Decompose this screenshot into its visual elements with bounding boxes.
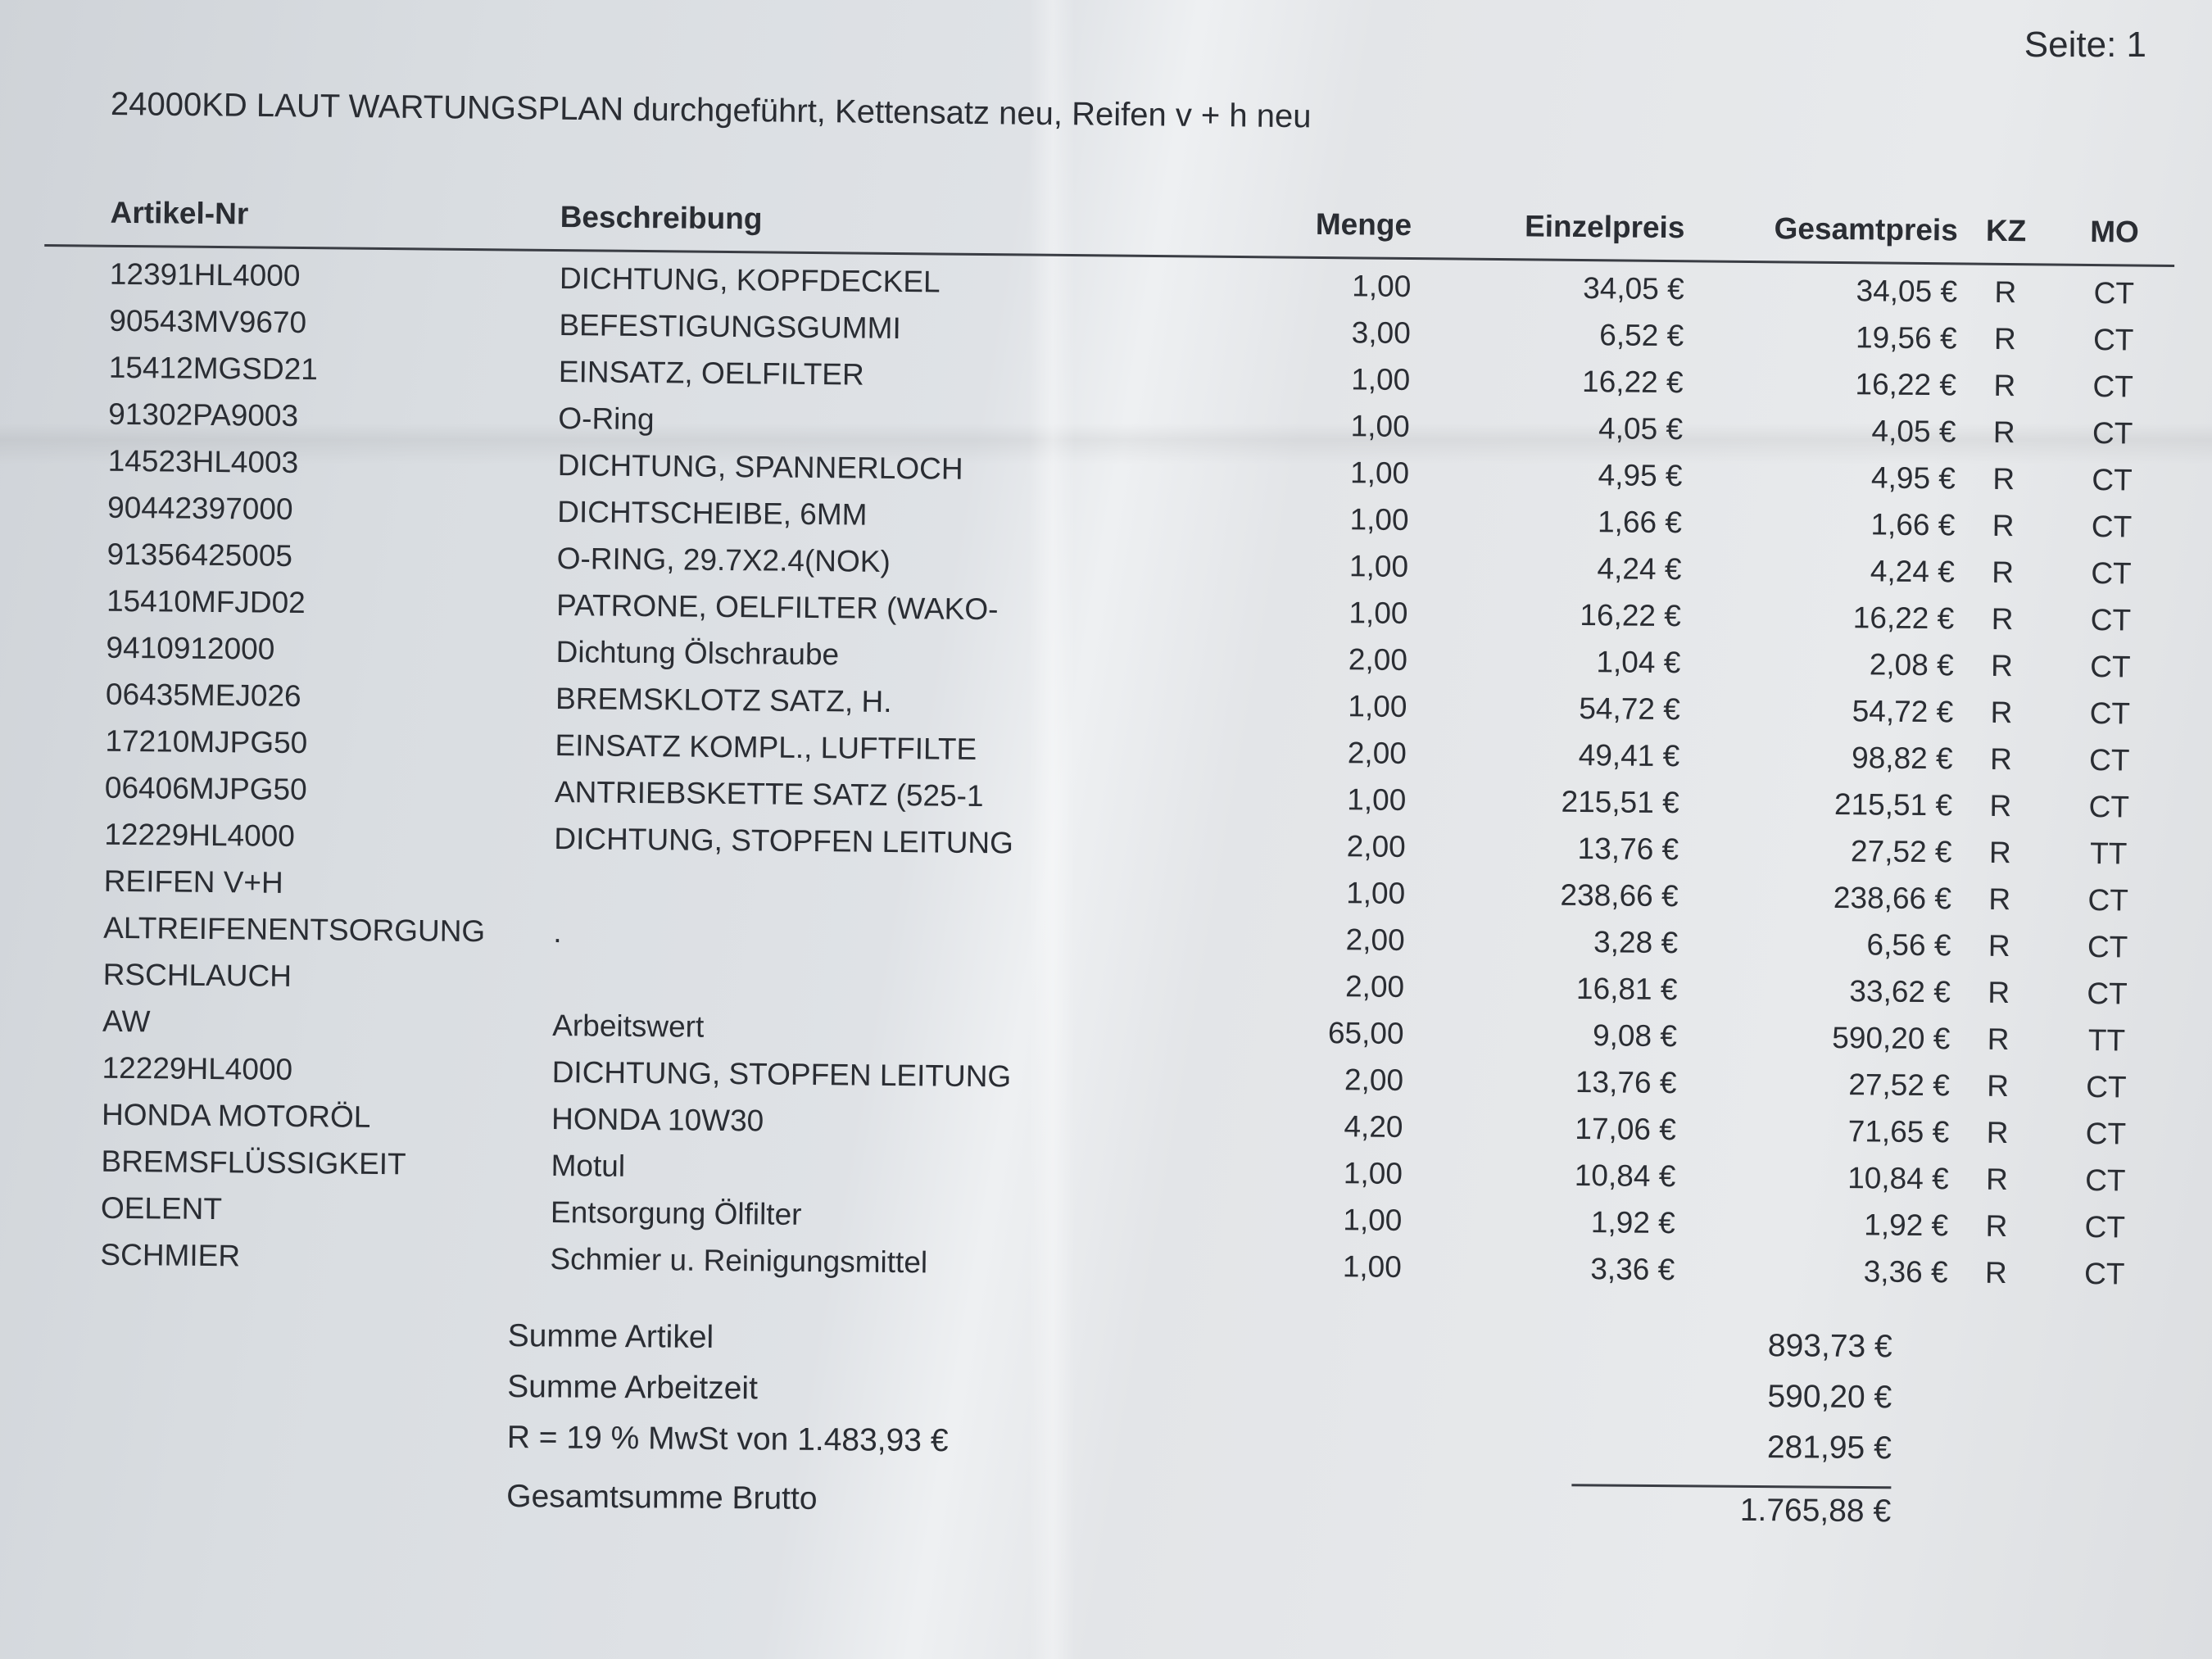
cell-description: EINSATZ, OELFILTER [558, 354, 864, 392]
cell-quantity: 1,00 [1349, 501, 1409, 537]
cell-quantity: 1,00 [1347, 782, 1407, 817]
cell-unit-price: 4,95 € [1598, 457, 1683, 492]
cell-quantity: 1,00 [1349, 455, 1410, 490]
cell-quantity: 1,00 [1348, 688, 1407, 723]
cell-kz: R [1988, 975, 2010, 1009]
cell-article-number: REIFEN V+H [103, 863, 283, 900]
cell-quantity: 2,00 [1344, 1062, 1404, 1097]
cell-kz: R [1989, 741, 2012, 776]
cell-kz: R [1994, 274, 2017, 309]
cell-total-price: 34,05 € [1856, 273, 1958, 308]
cell-kz: R [1990, 648, 2014, 682]
cell-unit-price: 3,28 € [1593, 924, 1679, 959]
cell-mo: CT [2085, 1116, 2127, 1150]
cell-kz: R [1989, 788, 2012, 823]
cell-unit-price: 34,05 € [1583, 270, 1684, 306]
cell-mo: CT [2087, 976, 2128, 1010]
cell-article-number: ALTREIFENENTSORGUNG [103, 910, 486, 948]
cell-total-price: 590,20 € [1832, 1020, 1951, 1055]
cell-unit-price: 16,81 € [1575, 971, 1678, 1006]
summary-vat-value: 281,95 € [1766, 1430, 1892, 1466]
cell-mo: CT [2087, 929, 2128, 963]
cell-quantity: 65,00 [1327, 1015, 1404, 1050]
page-number: Seite: 1 [2024, 25, 2146, 65]
cell-mo: CT [2083, 1256, 2125, 1290]
cell-description [553, 978, 1195, 985]
cell-total-price: 16,22 € [1855, 366, 1957, 401]
cell-description: ANTRIEBSKETTE SATZ (525-1 [554, 774, 984, 813]
cell-kz: R [1992, 415, 2015, 449]
cell-description: Dichtung Ölschraube [555, 634, 840, 671]
cell-quantity: 4,20 [1344, 1108, 1403, 1144]
line-items-table [34, 180, 2175, 1298]
cell-unit-price: 17,06 € [1575, 1111, 1677, 1146]
cell-total-price: 4,05 € [1871, 413, 1956, 448]
cell-mo: CT [2085, 1163, 2126, 1197]
invoice-summary [506, 1311, 1983, 1534]
cell-unit-price: 9,08 € [1592, 1018, 1678, 1053]
cell-kz: R [1993, 321, 2016, 356]
cell-description: DICHTUNG, KOPFDECKEL [559, 261, 941, 298]
summary-vat [507, 1412, 1982, 1475]
cell-description: BEFESTIGUNGSGUMMI [559, 307, 901, 345]
cell-total-price: 19,56 € [1855, 320, 1957, 355]
header-description: Beschreibung [560, 200, 763, 236]
cell-kz: R [1993, 368, 2016, 402]
cell-total-price: 16,22 € [1852, 600, 1955, 635]
header-unit-price: Einzelpreis [1524, 209, 1685, 245]
cell-quantity: 2,00 [1348, 641, 1408, 677]
invoice-heading: 24000KD LAUT WARTUNGSPLAN durchgeführt, Kettensatz neu, Reifen v + h neu [110, 86, 1312, 135]
summary-articles-value: 893,73 € [1767, 1328, 1892, 1365]
cell-kz: R [1992, 508, 2015, 542]
cell-kz: R [1987, 1068, 2010, 1103]
cell-article-number: OELENT [100, 1190, 223, 1226]
cell-unit-price: 13,76 € [1577, 831, 1679, 866]
cell-description: DICHTUNG, STOPFEN LEITUNG [551, 1054, 1012, 1093]
cell-mo: CT [2092, 415, 2133, 450]
cell-unit-price: 54,72 € [1579, 691, 1680, 726]
cell-description: Arbeitswert [552, 1008, 705, 1044]
summary-gross-value: 1.765,88 € [1571, 1484, 1891, 1530]
cell-quantity: 3,00 [1351, 315, 1411, 350]
cell-article-number: 91356425005 [107, 537, 293, 573]
cell-mo: CT [2084, 1209, 2126, 1244]
cell-mo: CT [2090, 602, 2132, 637]
cell-total-price: 71,65 € [1847, 1113, 1950, 1149]
cell-quantity: 1,00 [1349, 548, 1409, 583]
cell-unit-price: 4,05 € [1598, 410, 1684, 446]
cell-article-number: 90543MV9670 [109, 303, 307, 339]
cell-description: Schmier u. Reinigungsmittel [550, 1241, 928, 1279]
cell-description: DICHTUNG, STOPFEN LEITUNG [554, 821, 1014, 859]
cell-kz: R [1986, 1115, 2009, 1149]
header-kz: KZ [1985, 213, 2027, 248]
cell-total-price: 215,51 € [1834, 786, 1953, 822]
cell-unit-price: 10,84 € [1574, 1158, 1676, 1193]
cell-article-number: 12391HL4000 [109, 256, 301, 292]
header-mo: MO [2089, 214, 2139, 249]
cell-unit-price: 1,66 € [1597, 504, 1683, 539]
summary-gross-label: Gesamtsumme Brutto [506, 1478, 818, 1516]
cell-mo: CT [2093, 275, 2135, 310]
cell-quantity: 1,00 [1342, 1249, 1403, 1284]
cell-mo: CT [2088, 742, 2130, 777]
cell-article-number: 14523HL4003 [107, 443, 299, 479]
header-quantity: Menge [1315, 206, 1412, 243]
cell-article-number: 15410MFJD02 [106, 583, 306, 619]
cell-total-price: 4,95 € [1870, 460, 1956, 495]
cell-unit-price: 1,92 € [1590, 1204, 1675, 1240]
cell-kz: R [1992, 555, 2015, 589]
cell-total-price: 1,92 € [1864, 1207, 1949, 1242]
cell-mo: TT [2089, 836, 2128, 870]
cell-mo: CT [2091, 555, 2132, 590]
cell-description: O-Ring [558, 401, 655, 436]
cell-mo: CT [2090, 649, 2131, 683]
cell-quantity: 2,00 [1345, 922, 1405, 957]
table-body [34, 250, 2174, 1298]
summary-articles-label: Summe Artikel [507, 1317, 714, 1355]
cell-mo: CT [2092, 322, 2134, 356]
cell-total-price: 3,36 € [1863, 1253, 1948, 1289]
cell-unit-price: 3,36 € [1590, 1251, 1675, 1286]
cell-mo: CT [2088, 789, 2130, 823]
cell-kz: R [1985, 1162, 2009, 1196]
cell-kz: R [1987, 1022, 2010, 1056]
cell-unit-price: 215,51 € [1561, 784, 1679, 819]
cell-article-number: AW [102, 1004, 151, 1038]
summary-vat-label: R = 19 % MwSt von 1.483,93 € [506, 1419, 949, 1459]
cell-total-price: 4,24 € [1870, 553, 1955, 588]
summary-labour-value: 590,20 € [1767, 1379, 1892, 1416]
summary-labour-label: Summe Arbeitzeit [507, 1368, 759, 1407]
cell-quantity: 2,00 [1347, 735, 1407, 770]
cell-kz: R [1988, 882, 2011, 916]
cell-article-number: RSCHLAUCH [102, 957, 292, 993]
cell-mo: TT [2087, 1022, 2126, 1057]
cell-article-number: 12229HL4000 [104, 817, 296, 853]
cell-total-price: 27,52 € [1848, 1067, 1950, 1102]
cell-quantity: 1,00 [1343, 1155, 1403, 1190]
cell-mo: CT [2092, 462, 2133, 496]
cell-total-price: 238,66 € [1833, 880, 1952, 915]
cell-mo: CT [2086, 1069, 2127, 1104]
cell-total-price: 6,56 € [1866, 927, 1951, 962]
cell-mo: CT [2091, 509, 2133, 543]
header-article-number: Artikel-Nr [110, 195, 249, 231]
cell-article-number: 17210MJPG50 [105, 723, 308, 759]
cell-kz: R [1984, 1255, 2007, 1290]
cell-mo: CT [2092, 369, 2134, 403]
cell-total-price: 1,66 € [1870, 506, 1956, 542]
summary-gross-total [506, 1471, 1981, 1534]
cell-kz: R [1988, 835, 2011, 869]
cell-quantity: 1,00 [1350, 408, 1410, 443]
cell-description: BREMSKLOTZ SATZ, H. [555, 681, 892, 718]
cell-article-number: 91302PA9003 [108, 397, 299, 433]
cell-description: DICHTUNG, SPANNERLOCH [557, 447, 963, 486]
cell-description: HONDA 10W30 [551, 1101, 764, 1137]
cell-description: EINSATZ KOMPL., LUFTFILTE [555, 728, 977, 766]
cell-kz: R [1991, 601, 2014, 636]
cell-description: . [553, 914, 562, 949]
cell-total-price: 98,82 € [1851, 740, 1953, 775]
cell-article-number: 15412MGSD21 [108, 350, 319, 386]
cell-unit-price: 238,66 € [1560, 877, 1679, 913]
cell-article-number: 12229HL4000 [102, 1050, 293, 1086]
cell-quantity: 1,00 [1349, 595, 1408, 630]
cell-article-number: HONDA MOTORÖL [101, 1097, 371, 1134]
cell-kz: R [1992, 461, 2015, 496]
cell-total-price: 2,08 € [1869, 646, 1954, 682]
cell-kz: R [1990, 695, 2013, 729]
cell-article-number: BREMSFLÜSSIGKEIT [101, 1144, 406, 1181]
cell-kz: R [1985, 1208, 2008, 1243]
cell-article-number: 90442397000 [107, 490, 293, 526]
cell-quantity: 2,00 [1346, 828, 1406, 863]
cell-total-price: 33,62 € [1849, 973, 1951, 1009]
cell-description [554, 885, 1196, 891]
cell-article-number: 9410912000 [106, 630, 275, 666]
cell-total-price: 10,84 € [1847, 1160, 1949, 1195]
cell-unit-price: 6,52 € [1599, 317, 1684, 352]
cell-article-number: 06435MEJ026 [105, 677, 301, 713]
cell-total-price: 27,52 € [1850, 833, 1952, 868]
cell-unit-price: 49,41 € [1578, 737, 1680, 773]
cell-description: Motul [551, 1148, 626, 1183]
cell-unit-price: 13,76 € [1575, 1064, 1677, 1099]
cell-unit-price: 16,22 € [1580, 597, 1682, 632]
cell-quantity: 2,00 [1344, 968, 1405, 1004]
cell-mo: CT [2089, 696, 2131, 730]
cell-description: Entsorgung Ölfilter [550, 1194, 802, 1231]
header-total-price: Gesamtpreis [1774, 211, 1958, 247]
cell-quantity: 1,00 [1351, 361, 1411, 397]
cell-description: O-RING, 29.7X2.4(NOK) [556, 541, 891, 578]
cell-description: PATRONE, OELFILTER (WAKO- [555, 587, 999, 626]
cell-unit-price: 16,22 € [1581, 364, 1684, 399]
cell-quantity: 1,00 [1346, 875, 1406, 910]
cell-unit-price: 1,04 € [1596, 644, 1681, 679]
cell-article-number: 06406MJPG50 [104, 770, 307, 806]
cell-mo: CT [2087, 882, 2129, 917]
cell-quantity: 1,00 [1343, 1202, 1403, 1237]
cell-unit-price: 4,24 € [1597, 551, 1682, 586]
cell-description: DICHTSCHEIBE, 6MM [557, 494, 868, 532]
cell-quantity: 1,00 [1352, 268, 1412, 303]
cell-total-price: 54,72 € [1852, 693, 1954, 728]
cell-article-number: SCHMIER [100, 1237, 241, 1272]
cell-kz: R [1988, 928, 2010, 963]
